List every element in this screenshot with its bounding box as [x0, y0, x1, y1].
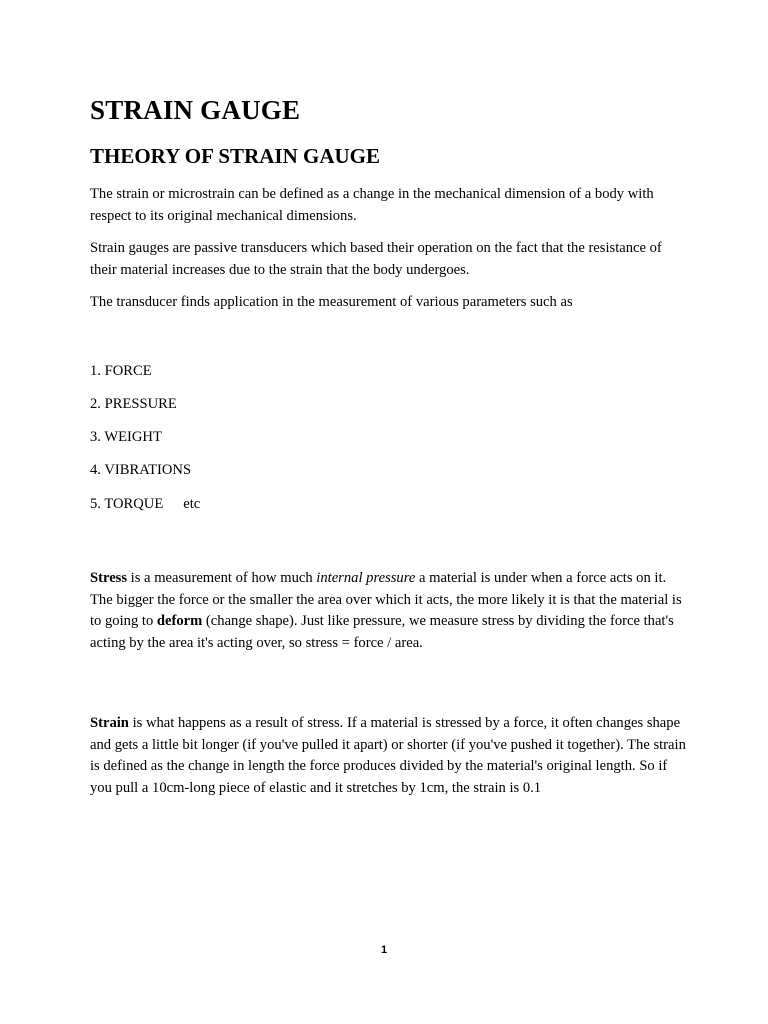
paragraph-applications: The transducer finds application in the measurement of various parameters such as: [90, 294, 573, 310]
paragraph-strain: [90, 713, 690, 799]
paragraph-stress: [90, 568, 690, 654]
paragraph-strain-definition: The strain or microstrain can be defined as a change in the mechanical dimension of a body with respect to its original mechanical dimensions.: [90, 186, 654, 224]
list-item-weight: 3. WEIGHT: [90, 429, 162, 445]
list-item-torque: [90, 494, 200, 514]
term-strain: Strain: [90, 715, 129, 731]
term-deform: deform: [156, 613, 203, 629]
list-item-pressure: 2. PRESSURE: [90, 396, 177, 412]
term-stress: Stress: [90, 570, 128, 586]
list-item-torque-label: 5. TORQUE: [90, 496, 164, 512]
list-suffix-etc: etc: [183, 496, 201, 512]
emphasis-internal-pressure: internal pressure: [316, 570, 416, 586]
strain-text-1: is what happens as a result of stress. If a material is stressed by a force, it often changes shape and gets a little bit longer (if you've pulled it apart) or shorter (if you've pushed it together). The strain is defined as the change in length the force produces divided by the material's original length. So if you pull a 10cm-long piece of elastic and it stretches by 1cm, the strain is 0.1: [90, 715, 686, 796]
list-item-vibrations: 4. VIBRATIONS: [90, 462, 192, 478]
section-heading: THEORY OF STRAIN GAUGE: [90, 144, 380, 168]
stress-text-1: is a measurement of how much: [127, 570, 317, 586]
stress-text-2: a material is under when a force acts on it. The bigger the force or the smaller the area over which it acts, the more likely it is that the material is to going to: [90, 570, 682, 629]
list-item-force: 1. FORCE: [90, 363, 152, 379]
document-title: STRAIN GAUGE: [90, 95, 301, 125]
paragraph-strain-gauges: Strain gauges are passive transducers which based their operation on the fact that the resistance of their material increases due to the strain that the body undergoes.: [90, 240, 662, 278]
page-number: 1: [380, 944, 388, 956]
stress-text-3: (change shape). Just like pressure, we measure stress by dividing the force that's acting by the area it's acting over, so stress = force / area.: [90, 613, 674, 651]
